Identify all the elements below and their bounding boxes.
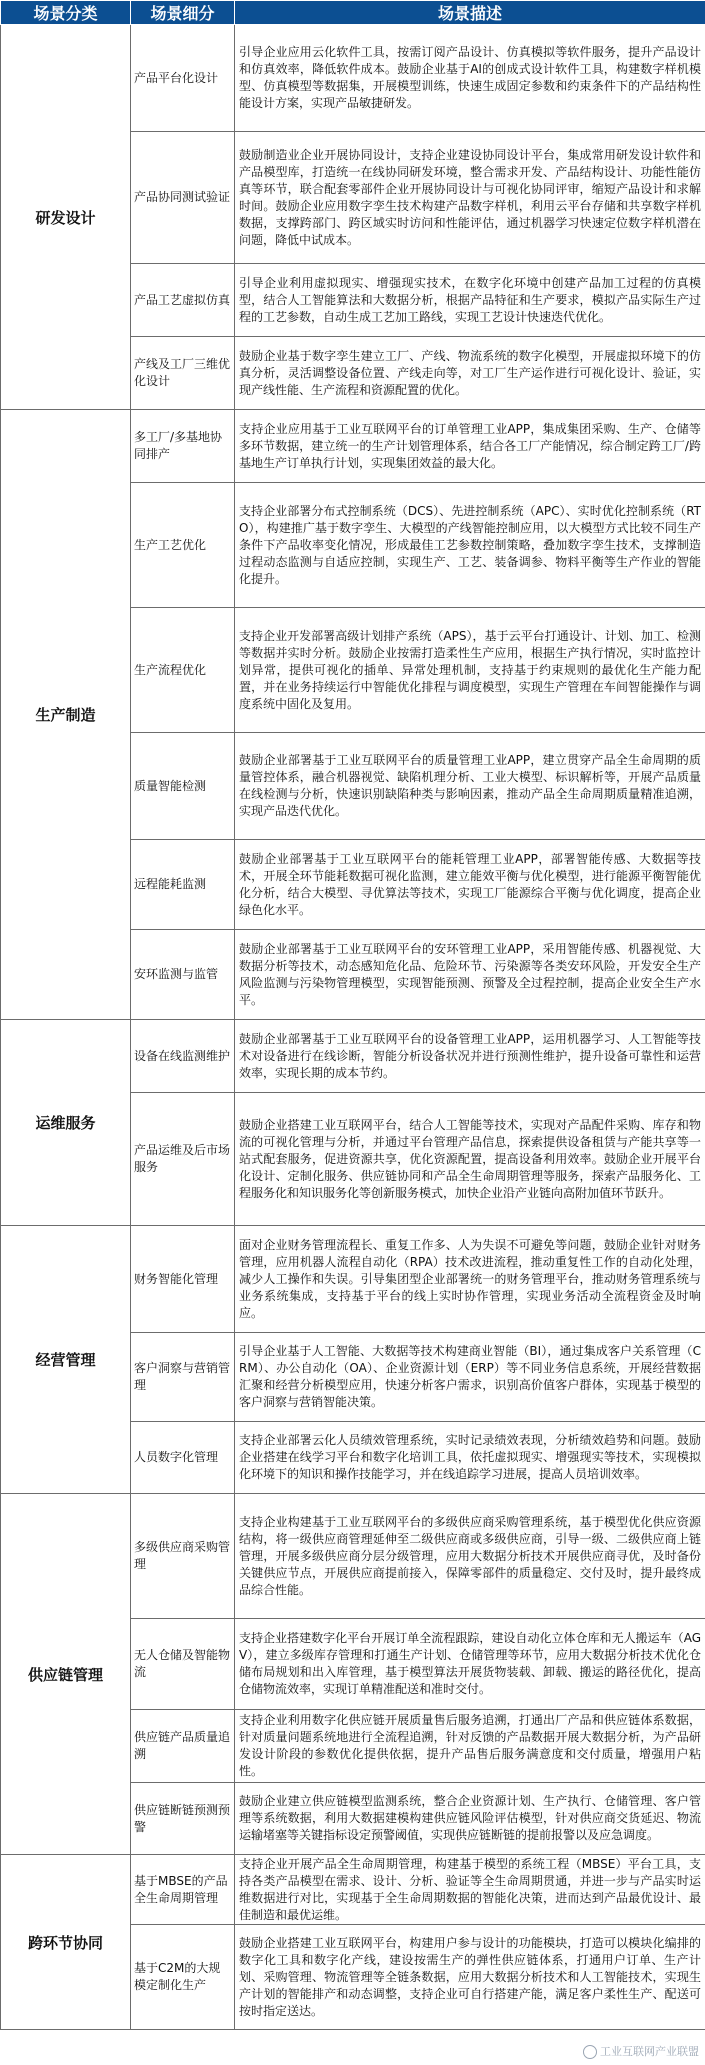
subcategory-cell: 远程能耗监测 [131,840,235,930]
header-subcategory: 场景细分 [131,1,235,25]
description-cell: 鼓励企业部署基于工业互联网平台的能耗管理工业APP，部署智能传感、大数据等技术，开展全环节能耗数据可视化监测，建立能效平衡与优化模型，进行能源平衡智能优化分析，结合大模型、寻优算法等技术，实现工厂能源综合平衡与优化调度，提高企业绿色化水平。 [235,840,705,930]
category-cell: 运维服务 [1,1020,131,1226]
table-row [1,1855,705,1925]
description-cell: 鼓励企业建立供应链模型监测系统，整合企业资源计划、生产执行、仓储管理、客户管理等系统数据，利用大数据建模构建供应链风险评估模型，针对供应商交货延迟、物流运输堵塞等关键指标设定预警阈值，实现供应链断链的提前报警以及应急调度。 [235,1783,705,1855]
subcategory-cell: 人员数字化管理 [131,1422,235,1494]
subcategory-cell: 产品工艺虚拟仿真 [131,264,235,337]
description-cell: 引导企业基于人工智能、大数据等技术构建商业智能（BI），通过集成客户关系管理（CRM）、办公自动化（OA）、企业资源计划（ERP）等不同业务信息系统，开展经营数据汇聚和经营分析模型应用，快速分析客户需求，识别高价值客户群体，实现基于模型的客户洞察与营销智能决策。 [235,1333,705,1422]
description-cell: 鼓励企业部署基于工业互联网平台的安环管理工业APP，采用智能传感、机器视觉、大数据分析等技术，动态感知危化品、危险环节、污染源等各类安环风险，开发安全生产风险监测与污染物管理模型，实现智能预测、预警及全过程控制，提高企业安全生产水平。 [235,930,705,1020]
description-cell: 支持企业利用数字化供应链开展质量售后服务追溯，打通出厂产品和供应链体系数据，针对质量问题系统地进行全流程追溯，针对反馈的产品数据开展大数据分析，为产品研发设计阶段的参数优化提供依据，提升产品售后服务满意度和交付质量，增强用户粘性。 [235,1710,705,1783]
description-cell: 引导企业利用虚拟现实、增强现实技术，在数字化环境中创建产品加工过程的仿真模型，结合人工智能算法和大数据分析，根据产品特征和生产要求，模拟产品实际生产过程的工艺参数，自动生成工艺加工路线，实现工艺设计快速迭代优化。 [235,264,705,337]
category-cell: 研发设计 [1,25,131,410]
subcategory-cell: 供应链断链预测预警 [131,1783,235,1855]
description-cell: 鼓励企业部署基于工业互联网平台的设备管理工业APP，运用机器学习、人工智能等技术对设备进行在线诊断，智能分析设备状况并进行预测性维护，提升设备可靠性和运营效率，实现长期的成本节约。 [235,1020,705,1093]
table-row [1,25,705,132]
subcategory-cell: 供应链产品质量追溯 [131,1710,235,1783]
subcategory-cell: 产品平台化设计 [131,25,235,132]
subcategory-cell: 设备在线监测维护 [131,1020,235,1093]
description-cell: 鼓励企业搭建工业互联网平台，构建用户参与设计的功能模块，打造可以模块化编排的数字化工具和数字化产线，建设按需生产的弹性供应链体系，打通用户订单、生产计划、采购管理、物流管理等全链条数据，应用大数据分析技术和人工智能技术，实现生产计划的智能排产和动态调整，支持企业可自行搭建产能，满足客户柔性生产、配送可按时指定送达。 [235,1925,705,2030]
category-cell: 生产制造 [1,410,131,1020]
subcategory-cell: 产品运维及后市场服务 [131,1093,235,1226]
description-cell: 支持企业构建基于工业互联网平台的多级供应商采购管理系统，基于模型优化供应资源结构，将一级供应商管理延伸至二级供应商或多级供应商，引导一级、二级供应商上链管理，开展多级供应商分层分级管理，应用大数据分析技术开展供应商寻优，及时备份关键供应节点，开展供应商提前接入，保障零部件的质量稳定、交付及时，提升最终成品综合性能。 [235,1494,705,1619]
subcategory-cell: 生产流程优化 [131,608,235,733]
description-cell: 支持企业开发部署高级计划排产系统（APS），基于云平台打通设计、计划、加工、检测等数据并实时分析。鼓励企业按需打造柔性生产应用，根据生产执行情况，实时监控计划异常，提供可视化的插单、异常处理机制，支持基于约束规则的最优化生产能力配置，并在业务持续运行中智能优化排程与调度模型，实现生产管理在车间智能操作与调度系统中固化及复用。 [235,608,705,733]
category-cell: 供应链管理 [1,1494,131,1855]
description-cell: 支持企业部署分布式控制系统（DCS）、先进控制系统（APC）、实时优化控制系统（RTO），构建推广基于数字孪生、大模型的产线智能控制应用，以大模型方式比较不同生产条件下产品收率变化情况，形成最佳工艺参数控制策略，叠加数字孪生技术，支撑制造过程动态监测与自适应控制，实现生产、工艺、装备调参、物料平衡等生产作业的智能化提升。 [235,483,705,608]
table-row [1,410,705,483]
table-body [1,25,705,2030]
description-cell: 引导企业应用云化软件工具，按需订阅产品设计、仿真模拟等软件服务，提升产品设计和仿真效率，降低软件成本。鼓励企业基于AI的创成式设计软件工具，构建数字样机模型、仿真模型等数据集，开展模型训练，快速生成固定参数和约束条件下的产品结构性能设计方案，实现产品敏捷研发。 [235,25,705,132]
subcategory-cell: 质量智能检测 [131,733,235,840]
watermark-text: 工业互联网产业联盟 [600,2045,699,2058]
category-cell: 经营管理 [1,1226,131,1494]
description-cell: 支持企业应用基于工业互联网平台的订单管理工业APP，集成集团采购、生产、仓储等多环节数据，建立统一的生产计划管理体系，结合各工厂产能情况，综合制定跨工厂/跨基地生产订单执行计划，实现集团效益的最大化。 [235,410,705,483]
subcategory-cell: 财务智能化管理 [131,1226,235,1333]
category-cell: 跨环节协同 [1,1855,131,2030]
description-cell: 支持企业开展产品全生命周期管理，构建基于模型的系统工程（MBSE）平台工具，支持各类产品模型在需求、设计、分析、验证等全生命周期贯通，并进一步与产品实时运维数据进行对比，实现基于全生命周期数据的智能化决策，进而达到产品最优设计、最佳制造和最优运维。 [235,1855,705,1925]
subcategory-cell: 无人仓储及智能物流 [131,1619,235,1710]
description-cell: 面对企业财务管理流程长、重复工作多、人为失误不可避免等问题，鼓励企业针对财务管理，应用机器人流程自动化（RPA）技术改进流程，推动重复性工作的自动化处理，减少人工操作和失误。引导集团型企业部署统一的财务管理平台，推动财务管理系统与业务系统集成，支持基于平台的线上实时协作管理，实现业务活动全流程资金及时响应。 [235,1226,705,1333]
description-cell: 鼓励制造业企业开展协同设计，支持企业建设协同设计平台，集成常用研发设计软件和产品模型库，打造统一在线协同研发环境，整合需求开发、产品结构设计、功能性能仿真等环节，联合配套零部件企业开展协同设计与可视化协同评审，缩短产品设计和求解时间。鼓励企业应用数字孪生技术构建产品数字样机，利用云平台存储和共享数字样机数据，支撑跨部门、跨区域实时访问和性能评估，通过机器学习快速定位数字样机潜在问题，降低中试成本。 [235,132,705,264]
wechat-icon [583,2045,597,2059]
description-cell: 支持企业部署云化人员绩效管理系统，实时记录绩效表现，分析绩效趋势和问题。鼓励企业搭建在线学习平台和数字化培训工具，依托虚拟现实、增强现实等技术，实现模拟化环境下的知识和操作技能学习，并在线追踪学习进展，提高人员培训效率。 [235,1422,705,1494]
subcategory-cell: 安环监测与监管 [131,930,235,1020]
subcategory-cell: 基于MBSE的产品全生命周期管理 [131,1855,235,1925]
header-description: 场景描述 [235,1,705,25]
watermark [583,2043,699,2059]
subcategory-cell: 基于C2M的大规模定制化生产 [131,1925,235,2030]
description-cell: 支持企业搭建数字化平台开展订单全流程跟踪，建设自动化立体仓库和无人搬运车（AGV），建立多级库存管理和打通生产计划、仓储管理等环节，应用大数据分析技术优化仓储布局规划和出入库管理，基于模型算法开展货物装载、卸载、搬运的路径优化，提高仓储物流效率，实现订单精准配送和准时交付。 [235,1619,705,1710]
table-row [1,1494,705,1619]
subcategory-cell: 产线及工厂三维优化设计 [131,337,235,410]
table-header-row [1,1,705,25]
table-row [1,1226,705,1333]
subcategory-cell: 客户洞察与营销管理 [131,1333,235,1422]
description-cell: 鼓励企业部署基于工业互联网平台的质量管理工业APP，建立贯穿产品全生命周期的质量管控体系，融合机器视觉、缺陷机理分析、工业大模型、标识解析等，开展产品质量在线检测与分析，快速识别缺陷种类与影响因素，推动产品全生命周期质量精准追溯，实现产品迭代优化。 [235,733,705,840]
description-cell: 鼓励企业基于数字孪生建立工厂、产线、物流系统的数字化模型，开展虚拟环境下的仿真分析，灵活调整设备位置、产线走向等，对工厂生产运作进行可视化设计、验证，实现产线性能、生产流程和资源配置的优化。 [235,337,705,410]
header-category: 场景分类 [1,1,131,25]
subcategory-cell: 产品协同测试验证 [131,132,235,264]
subcategory-cell: 生产工艺优化 [131,483,235,608]
subcategory-cell: 多级供应商采购管理 [131,1494,235,1619]
subcategory-cell: 多工厂/多基地协同排产 [131,410,235,483]
table-row [1,1020,705,1093]
description-cell: 鼓励企业搭建工业互联网平台，结合人工智能等技术，实现对产品配件采购、库存和物流的可视化管理与分析，并通过平台管理产品信息，探索提供设备租赁与产能共享等一站式配套服务，促进资源共享，优化资源配置，提高设备利用效率。鼓励企业开展平台化设计、定制化服务、供应链协同和产品全生命周期管理等服务，探索产品服务化、工程服务化和知识服务化等创新服务模式，加快企业沿产业链向高附加值环节跃升。 [235,1093,705,1226]
